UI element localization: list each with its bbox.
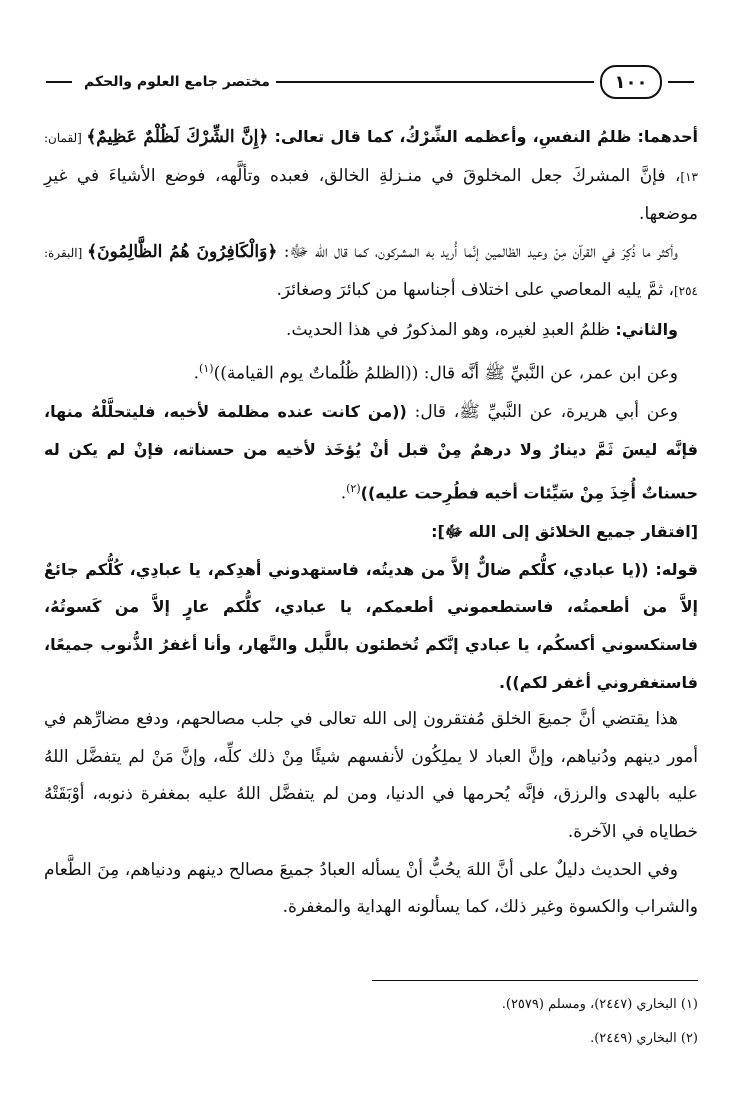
paragraph-7: هذا يقتضي أنَّ جميعَ الخلق مُفتقرون إلى الله تعالى في جلب مصالحهم، ودفع مضارِّهم في أمور دينهم ودُنياهم، وإنَّ العباد لا يملِكُون لأنفسهم شيئًا مِنْ ذلك كلِّه، وإنَّ مَنْ لم يتفضَّل اللهُ عليه بالهدى والرزق، فإنَّه يُحرمها في الدنيا، ومن لم يتفضَّل اللهُ عليه بمغفرة ذنوبه، أوْبَقَتْهُ خطاياه في الآخرة. xyxy=(44,709,698,842)
paragraph-3 xyxy=(44,311,698,350)
footnotes xyxy=(44,988,698,1056)
header-rule-left xyxy=(46,81,72,83)
footnote-2: (٢) البخاري (٢٤٤٩). xyxy=(590,1031,698,1046)
p5-hadith: ((من كانت عنده مظلمة لأخيه، فليتحلَّلْهُ منها، فإنَّه ليسَ ثَمَّ دينارٌ ولا درهمٌ مِنْ قبل أنْ يُؤخَذ لأخيه من حسناته، فإنْ لم يكن له حسناتٌ أُخِذَ مِنْ سَيِّئات أخيه فطُرِحت عليه)) xyxy=(44,401,698,503)
p3-lead: والثاني: xyxy=(615,319,678,339)
verse-ref-luqman: [لقمان: ١٣] xyxy=(44,131,698,184)
p4-text: وعن ابن عمر، عن النَّبيِّ ﷺ أنَّه قال: ((الظلمُ ظُلُماتٌ يوم القيامة)) xyxy=(213,363,678,384)
p3-rest: ظلمُ العبدِ لغيره، وهو المذكورُ في هذا الحديث. xyxy=(286,319,616,340)
p1-intro: أحدهما: ظلمُ النفسِ، وأعظمه الشِّرْكُ، كما قال تعالى: xyxy=(268,127,698,146)
book-title: مختصر جامع العلوم والحكم xyxy=(84,74,270,90)
footnote-divider xyxy=(372,980,698,981)
footnote-1: (١) البخاري (٢٤٤٧)، ومسلم (٢٥٧٩). xyxy=(501,997,698,1012)
p1-rest: ، فإنَّ المشركَ جعل المخلوقَ في منـزلةِ الخالق، فعبده وتألَّهه، فوضع الأشياءَ في غيرِ موضعها. xyxy=(44,165,698,225)
p4-end: . xyxy=(193,363,200,384)
section-heading: [افتقار جميع الخلائق إلى الله ﷻ]: xyxy=(431,522,698,542)
paragraph-1 xyxy=(44,118,698,234)
footnote-marker-2: (٢) xyxy=(346,482,361,495)
quran-verse-luqman: ﴿إِنَّ الشِّرْكَ لَظُلْمٌ عَظِيمٌ﴾ xyxy=(86,127,269,147)
paragraph-2 xyxy=(44,234,698,311)
verse-ref-baqarah: [البقرة: ٢٥٤] xyxy=(44,245,698,299)
p2-rest: ، ثمَّ يليه المعاصي على اختلاف أجناسها من كبائرَ وصغائرَ. xyxy=(276,280,674,301)
paragraph-4 xyxy=(44,350,698,393)
page-number: ١٠٠ xyxy=(600,65,662,99)
p5-intro: وعن أبي هريرة، عن النَّبيِّ ﷺ، قال: xyxy=(406,401,679,422)
header-rule-right xyxy=(668,81,694,83)
paragraph-5 xyxy=(44,393,698,513)
header-rule-middle xyxy=(276,81,594,83)
paragraph-6-hadith: قوله: ((يا عبادي، كلُّكم ضالٌّ إلاَّ من هديتُه، فاستهدوني أهدِكم، يا عبادِي، كُلُّكم جائعٌ إلاَّ من أطعمتُه، فاستطعموني أطعمكم، يا عبادي، كلُّكم عارٍ إلاَّ من كَسوتُهُ، فاستكسوني أكسكُم، يا عبادي إنَّكم تُخطئون باللَّيل والنَّهار، وأنا أغفرُ الذُّنوب جميعًا، فاستغفروني أغفر لكم)). xyxy=(44,559,698,692)
paragraph-8: وفي الحديث دليلٌ على أنَّ اللهَ يحُبُّ أنْ يسأله العبادُ جميعَ مصالح دينهم ودنياهم، مِنَ الطَّعام والشراب والكسوة وغير ذلك، كما يسألونه الهداية والمغفرة. xyxy=(44,859,698,918)
quran-verse-baqarah: ﴿وَالْكَافِرُونَ هُمُ الظَّالِمُونَ﴾ xyxy=(87,241,278,262)
p2-intro: وأكثر ما ذُكِرَ في القرآن مِنْ وعيد الظالمين إنَّما أُريد به المشركون، كما قال الله ﷻ: xyxy=(277,241,678,262)
page-header xyxy=(40,64,700,100)
footnote-marker-1: (١) xyxy=(199,361,214,375)
p5-end: . xyxy=(340,483,347,504)
main-text xyxy=(44,118,698,927)
